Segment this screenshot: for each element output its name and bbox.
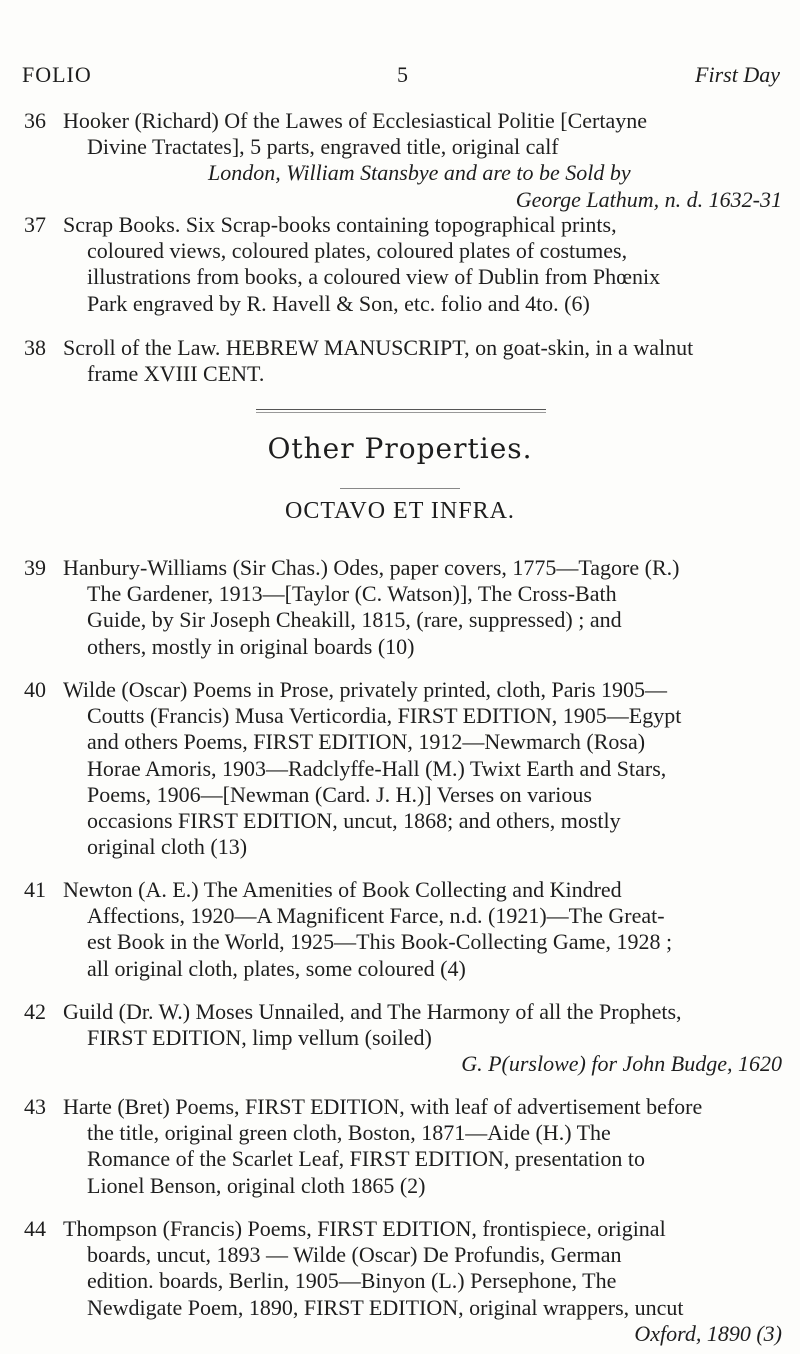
lot-line: Newdigate Poem, 1890, FIRST EDITION, original wrappers, uncut [87,1294,684,1320]
lot-line: Scroll of the Law. HEBREW MANUSCRIPT, on goat-skin, in a walnut [63,335,694,360]
lot-number: 42 [24,999,46,1024]
lot-line: Guild (Dr. W.) Moses Unnailed, and The Harmony of all the Prophets, [63,999,682,1024]
lot-line: Hooker (Richard) Of the Lawes of Ecclesiastical Politie [Certayne [63,108,647,133]
lot-description [63,108,782,213]
lot-line: Hanbury-Williams (Sir Chas.) Odes, paper covers, 1775—Tagore (R.) [63,555,680,580]
lot-number: 37 [24,212,46,237]
lot-line: coloured views, coloured plates, coloured plates of costumes, [87,238,628,264]
lot-line: edition. boards, Berlin, 1905—Binyon (L.) Persephone, The [87,1268,617,1294]
lot-line: Affections, 1920—A Magnificent Farce, n.d. (1921)—The Great- [87,903,665,929]
lot-line: Poems, 1906—[Newman (Card. J. H.)] Verses on various [87,781,592,807]
lot-line: Thompson (Francis) Poems, FIRST EDITION, frontispiece, original [63,1216,666,1241]
lot-line: The Gardener, 1913—[Taylor (C. Watson)], The Cross-Bath [87,581,617,607]
divider-rule [256,409,546,410]
lot-line: frame XVIII CENT. [87,361,265,387]
lot-line: all original cloth, plates, some coloured (4) [87,955,466,981]
lot-line: Romance of the Scarlet Leaf, FIRST EDITION, presentation to [87,1146,645,1172]
lot-number: 36 [24,108,46,133]
section-title: Other Properties. [267,432,533,465]
lot-line: occasions FIRST EDITION, uncut, 1868; and others, mostly [87,807,621,833]
lot-line: Horae Amoris, 1903—Radclyffe-Hall (M.) Twixt Earth and Stars, [87,755,667,781]
lot-description [63,999,782,1078]
lot-line: Oxford, 1890 (3) [634,1320,782,1346]
lot-line: FIRST EDITION, limp vellum (soiled) [87,1025,432,1051]
header-sale-day: First Day [695,62,780,87]
lot-line: G. P(urslowe) for John Budge, 1620 [461,1051,782,1077]
lot-line: Harte (Bret) Poems, FIRST EDITION, with leaf of advertisement before [63,1094,703,1119]
lot-line: and others Poems, FIRST EDITION, 1912—Newmarch (Rosa) [87,729,646,755]
lot-line: London, William Stansbye and are to be Sold by [208,160,631,186]
divider-rule [256,412,546,413]
lot-line: George Lathum, n. d. 1632-31 [515,186,782,212]
lot-number: 41 [24,877,46,902]
lot-description [63,1216,782,1347]
lot-line: Wilde (Oscar) Poems in Prose, privately printed, cloth, Paris 1905— [63,677,668,702]
lot-line: others, mostly in original boards (10) [87,633,415,659]
lot-description [63,212,782,317]
subsection-title: OCTAVO ET INFRA. [285,498,515,524]
lot-description [63,335,782,387]
page-header [0,62,800,92]
lot-description [63,677,782,860]
lot-line: illustrations from books, a coloured view of Dublin from Phœnix [87,264,661,290]
lot-line: original cloth (13) [87,834,248,860]
divider-rule [340,488,460,489]
lot-line: Divine Tractates], 5 parts, engraved title, original calf [87,134,559,160]
lot-description [63,555,782,660]
lot-description [63,1094,782,1199]
lot-line: boards, uncut, 1893 — Wilde (Oscar) De Profundis, German [87,1242,622,1268]
lot-line: est Book in the World, 1925—This Book-Collecting Game, 1928 ; [87,929,673,955]
lot-line: Lionel Benson, original cloth 1865 (2) [87,1172,426,1198]
lot-number: 40 [24,677,46,702]
lot-line: Coutts (Francis) Musa Verticordia, FIRST EDITION, 1905—Egypt [87,703,682,729]
lot-number: 39 [24,555,46,580]
header-format: FOLIO [22,62,92,87]
lot-line: Guide, by Sir Joseph Cheakill, 1815, (rare, suppressed) ; and [87,607,622,633]
lot-line: Scrap Books. Six Scrap-books containing topographical prints, [63,212,617,237]
lot-line: Newton (A. E.) The Amenities of Book Collecting and Kindred [63,877,622,902]
lot-description [63,877,782,982]
lot-line: Park engraved by R. Havell & Son, etc. folio and 4to. (6) [87,290,590,316]
lot-number: 43 [24,1094,46,1119]
page-number: 5 [397,62,408,87]
lot-line: the title, original green cloth, Boston, 1871—Aide (H.) The [87,1120,611,1146]
lot-number: 38 [24,335,46,360]
lot-number: 44 [24,1216,46,1241]
